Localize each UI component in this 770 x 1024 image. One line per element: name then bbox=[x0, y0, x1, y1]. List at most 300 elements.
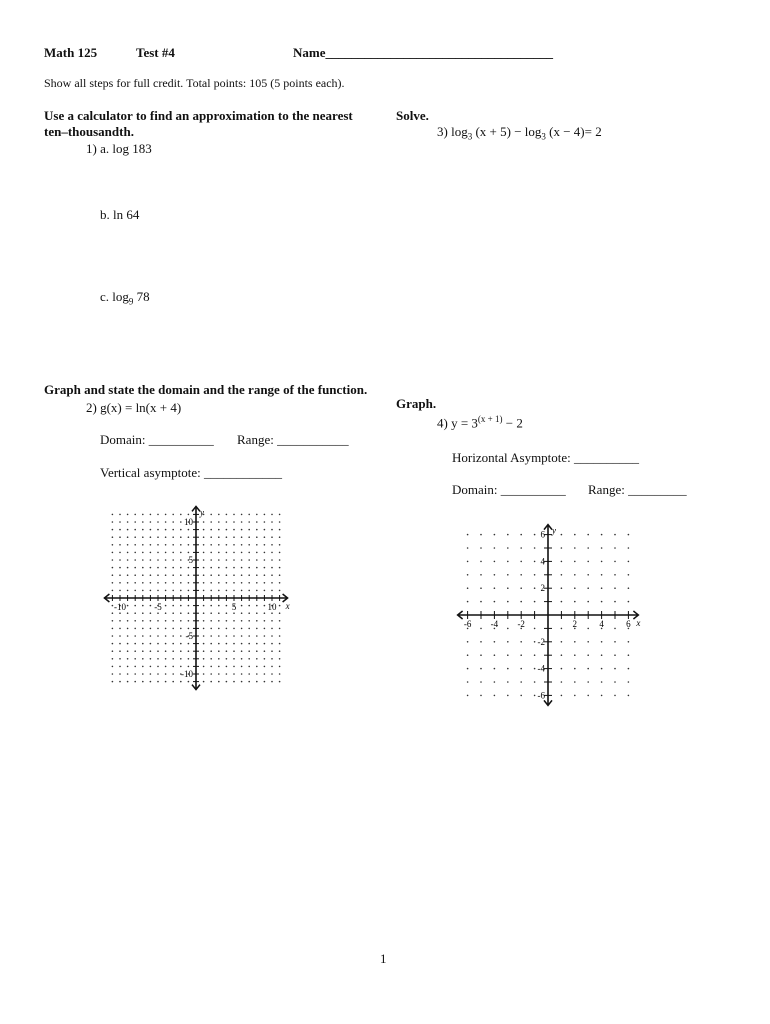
grid-dot bbox=[264, 559, 266, 561]
grid-dot bbox=[180, 590, 182, 592]
grid-dot bbox=[112, 574, 114, 576]
x-tick-label: 2 bbox=[572, 619, 578, 629]
grid-dot bbox=[614, 695, 616, 697]
grid-dot bbox=[172, 681, 174, 683]
grid-dot bbox=[248, 521, 250, 523]
grid-dot bbox=[279, 628, 281, 630]
grid-dot bbox=[256, 650, 258, 652]
grid-dot bbox=[601, 547, 603, 549]
grid-dot bbox=[188, 582, 190, 584]
grid-dot bbox=[112, 605, 114, 607]
grid-dot bbox=[142, 559, 144, 561]
grid-dot bbox=[188, 612, 190, 614]
y-axis-label: y bbox=[200, 507, 204, 518]
grid-dot bbox=[226, 514, 228, 516]
grid-dot bbox=[561, 668, 563, 670]
grid-dot bbox=[507, 695, 509, 697]
grid-dot bbox=[210, 514, 212, 516]
grid-dot bbox=[188, 643, 190, 645]
grid-dot bbox=[203, 673, 205, 675]
grid-dot bbox=[172, 536, 174, 538]
grid-dot bbox=[233, 643, 235, 645]
grid-dot bbox=[271, 590, 273, 592]
grid-dot bbox=[165, 544, 167, 546]
grid-dot bbox=[134, 605, 136, 607]
grid-dot bbox=[134, 666, 136, 668]
grid-dot bbox=[119, 590, 121, 592]
grid-dot bbox=[264, 643, 266, 645]
grid-dot bbox=[150, 521, 152, 523]
graph2-heading: Graph. bbox=[396, 396, 437, 411]
grid-dot bbox=[614, 574, 616, 576]
grid-dot bbox=[172, 673, 174, 675]
grid-dot bbox=[127, 681, 129, 683]
grid-dot bbox=[467, 534, 469, 536]
grid-dot bbox=[534, 695, 536, 697]
grid-dot bbox=[188, 567, 190, 569]
grid-dot bbox=[134, 658, 136, 660]
graph1-axes bbox=[104, 506, 287, 689]
grid-dot bbox=[601, 668, 603, 670]
grid-dot bbox=[233, 544, 235, 546]
grid-dot bbox=[279, 612, 281, 614]
grid-dot bbox=[574, 587, 576, 589]
grid-dot bbox=[203, 590, 205, 592]
grid-dot bbox=[587, 654, 589, 656]
grid-dot bbox=[203, 567, 205, 569]
grid-dot bbox=[241, 590, 243, 592]
grid-dot bbox=[279, 658, 281, 660]
grid-dot bbox=[203, 529, 205, 531]
y-tick-label: -10 bbox=[181, 669, 193, 679]
grid-dot bbox=[507, 561, 509, 563]
grid-dot bbox=[574, 641, 576, 643]
grid-dot bbox=[134, 635, 136, 637]
grid-dot bbox=[587, 695, 589, 697]
graph1-grid bbox=[96, 495, 296, 700]
grid-dot bbox=[112, 681, 114, 683]
grid-dot bbox=[119, 529, 121, 531]
grid-dot bbox=[226, 681, 228, 683]
grid-dot bbox=[188, 605, 190, 607]
grid-dot bbox=[279, 605, 281, 607]
grid-dot bbox=[203, 681, 205, 683]
grid-dot bbox=[210, 521, 212, 523]
grid-dot bbox=[256, 574, 258, 576]
grid-dot bbox=[587, 641, 589, 643]
grid-dot bbox=[587, 681, 589, 683]
section1-heading: Use a calculator to find an approximation to the nearest bbox=[44, 108, 353, 123]
grid-dot bbox=[112, 529, 114, 531]
course-title: Math 125 bbox=[44, 45, 98, 60]
grid-dot bbox=[233, 628, 235, 630]
grid-dot bbox=[165, 529, 167, 531]
grid-dot bbox=[248, 590, 250, 592]
grid-dot bbox=[142, 574, 144, 576]
grid-dot bbox=[142, 658, 144, 660]
grid-dot bbox=[119, 650, 121, 652]
grid-dot bbox=[241, 574, 243, 576]
grid-dot bbox=[172, 514, 174, 516]
grid-dot bbox=[264, 574, 266, 576]
grid-dot bbox=[165, 643, 167, 645]
q4-domain-blank[interactable]: Domain: __________ bbox=[452, 482, 566, 497]
grid-dot bbox=[150, 673, 152, 675]
q4-range-blank[interactable]: Range: _________ bbox=[588, 482, 687, 497]
grid-dot bbox=[142, 567, 144, 569]
grid-dot bbox=[203, 536, 205, 538]
grid-dot bbox=[210, 635, 212, 637]
grid-dot bbox=[587, 547, 589, 549]
grid-dot bbox=[157, 582, 159, 584]
grid-dot bbox=[112, 514, 114, 516]
grid-dot bbox=[134, 643, 136, 645]
grid-dot bbox=[256, 612, 258, 614]
grid-dot bbox=[226, 559, 228, 561]
y-tick-label: -4 bbox=[537, 663, 545, 674]
grid-dot bbox=[218, 536, 220, 538]
grid-dot bbox=[218, 544, 220, 546]
grid-dot bbox=[150, 574, 152, 576]
grid-dot bbox=[233, 658, 235, 660]
grid-dot bbox=[248, 681, 250, 683]
grid-dot bbox=[150, 567, 152, 569]
grid-dot bbox=[112, 544, 114, 546]
grid-dot bbox=[279, 643, 281, 645]
q2-domain-blank[interactable]: Domain: __________ bbox=[100, 432, 214, 447]
grid-dot bbox=[241, 666, 243, 668]
grid-dot bbox=[534, 547, 536, 549]
grid-dot bbox=[157, 544, 159, 546]
grid-dot bbox=[119, 559, 121, 561]
grid-dot bbox=[180, 658, 182, 660]
y-tick-label: 5 bbox=[188, 555, 193, 565]
grid-dot bbox=[256, 681, 258, 683]
grid-dot bbox=[494, 654, 496, 656]
grid-dot bbox=[165, 514, 167, 516]
grid-dot bbox=[226, 628, 228, 630]
grid-dot bbox=[150, 552, 152, 554]
grid-dot bbox=[127, 643, 129, 645]
grid-dot bbox=[157, 635, 159, 637]
grid-dot bbox=[119, 658, 121, 660]
grid-dot bbox=[150, 628, 152, 630]
grid-dot bbox=[601, 587, 603, 589]
grid-dot bbox=[188, 681, 190, 683]
grid-dot bbox=[150, 635, 152, 637]
grid-dot bbox=[480, 574, 482, 576]
q3-base2: 3 bbox=[541, 131, 546, 142]
grid-dot bbox=[165, 567, 167, 569]
grid-dot bbox=[534, 601, 536, 603]
grid-dot bbox=[534, 681, 536, 683]
grid-dot bbox=[248, 567, 250, 569]
grid-dot bbox=[134, 544, 136, 546]
grid-dot bbox=[127, 612, 129, 614]
grid-dot bbox=[271, 658, 273, 660]
y-tick-label: 6 bbox=[540, 529, 545, 540]
grid-dot bbox=[165, 658, 167, 660]
grid-dot bbox=[233, 521, 235, 523]
grid-dot bbox=[210, 574, 212, 576]
grid-dot bbox=[628, 641, 630, 643]
grid-dot bbox=[271, 643, 273, 645]
y-axis-label: y bbox=[552, 525, 556, 536]
grid-dot bbox=[256, 521, 258, 523]
grid-dot bbox=[614, 561, 616, 563]
grid-dot bbox=[165, 582, 167, 584]
grid-dot bbox=[534, 628, 536, 630]
grid-dot bbox=[248, 612, 250, 614]
grid-dot bbox=[112, 650, 114, 652]
grid-dot bbox=[271, 635, 273, 637]
grid-dot bbox=[134, 529, 136, 531]
grid-dot bbox=[279, 620, 281, 622]
grid-dot bbox=[142, 521, 144, 523]
grid-dot bbox=[628, 561, 630, 563]
x-tick-label: 5 bbox=[231, 602, 237, 612]
grid-dot bbox=[271, 544, 273, 546]
grid-dot bbox=[203, 544, 205, 546]
x-tick-label: 4 bbox=[599, 619, 604, 629]
grid-dot bbox=[467, 574, 469, 576]
grid-dot bbox=[534, 534, 536, 536]
grid-dot bbox=[142, 628, 144, 630]
grid-dot bbox=[507, 574, 509, 576]
grid-dot bbox=[241, 612, 243, 614]
grid-dot bbox=[119, 574, 121, 576]
grid-dot bbox=[561, 547, 563, 549]
grid-dot bbox=[127, 620, 129, 622]
solve-heading: Solve. bbox=[396, 108, 429, 123]
grid-dot bbox=[226, 536, 228, 538]
grid-dot bbox=[112, 628, 114, 630]
grid-dot bbox=[226, 529, 228, 531]
grid-dot bbox=[180, 635, 182, 637]
grid-dot bbox=[534, 668, 536, 670]
grid-dot bbox=[264, 552, 266, 554]
grid-dot bbox=[203, 612, 205, 614]
grid-dot bbox=[248, 620, 250, 622]
section1-heading-cont: ten–thousandth. bbox=[44, 124, 134, 139]
grid-dot bbox=[218, 673, 220, 675]
grid-dot bbox=[218, 666, 220, 668]
grid-dot bbox=[134, 536, 136, 538]
grid-dot bbox=[172, 567, 174, 569]
grid-dot bbox=[279, 552, 281, 554]
grid-dot bbox=[256, 559, 258, 561]
grid-dot bbox=[119, 635, 121, 637]
grid-dot bbox=[150, 658, 152, 660]
grid-dot bbox=[226, 605, 228, 607]
q3-part1: 3) log bbox=[437, 124, 468, 139]
grid-dot bbox=[218, 590, 220, 592]
grid-dot bbox=[587, 628, 589, 630]
grid-dot bbox=[165, 628, 167, 630]
grid-dot bbox=[119, 536, 121, 538]
grid-dot bbox=[203, 658, 205, 660]
grid-dot bbox=[507, 654, 509, 656]
grid-dot bbox=[248, 628, 250, 630]
name-field[interactable]: Name___________________________________ bbox=[293, 45, 553, 60]
grid-dot bbox=[561, 601, 563, 603]
grid-dot bbox=[279, 521, 281, 523]
grid-dot bbox=[157, 666, 159, 668]
grid-dot bbox=[165, 552, 167, 554]
grid-dot bbox=[279, 567, 281, 569]
grid-dot bbox=[271, 552, 273, 554]
grid-dot bbox=[256, 567, 258, 569]
grid-dot bbox=[233, 635, 235, 637]
y-tick-label: -2 bbox=[537, 636, 545, 647]
grid-dot bbox=[142, 635, 144, 637]
grid-dot bbox=[127, 650, 129, 652]
grid-dot bbox=[119, 552, 121, 554]
x-tick-label: 10 bbox=[267, 602, 277, 612]
grid-dot bbox=[165, 536, 167, 538]
grid-dot bbox=[210, 673, 212, 675]
grid-dot bbox=[210, 567, 212, 569]
grid-dot bbox=[248, 673, 250, 675]
grid-dot bbox=[271, 521, 273, 523]
grid-dot bbox=[172, 658, 174, 660]
grid-dot bbox=[561, 695, 563, 697]
grid-dot bbox=[233, 666, 235, 668]
grid-dot bbox=[233, 590, 235, 592]
grid-dot bbox=[134, 552, 136, 554]
grid-dot bbox=[480, 601, 482, 603]
grid-dot bbox=[203, 605, 205, 607]
grid-dot bbox=[614, 654, 616, 656]
grid-dot bbox=[241, 681, 243, 683]
grid-dot bbox=[601, 574, 603, 576]
y-tick-label: -5 bbox=[185, 631, 193, 641]
grid-dot bbox=[157, 529, 159, 531]
graph1-labels bbox=[114, 507, 290, 679]
grid-dot bbox=[119, 544, 121, 546]
grid-dot bbox=[165, 681, 167, 683]
grid-dot bbox=[226, 643, 228, 645]
grid-dot bbox=[119, 514, 121, 516]
grid-dot bbox=[180, 666, 182, 668]
grid-dot bbox=[256, 620, 258, 622]
grid-dot bbox=[494, 668, 496, 670]
grid-dot bbox=[112, 635, 114, 637]
grid-dot bbox=[248, 552, 250, 554]
grid-dot bbox=[264, 635, 266, 637]
grid-dot bbox=[241, 643, 243, 645]
grid-dot bbox=[188, 620, 190, 622]
q4-exponent: (x + 1) bbox=[477, 414, 503, 424]
grid-dot bbox=[467, 654, 469, 656]
grid-dot bbox=[561, 628, 563, 630]
grid-dot bbox=[134, 612, 136, 614]
grid-dot bbox=[271, 536, 273, 538]
grid-dot bbox=[614, 681, 616, 683]
q4-asymptote-blank[interactable]: Horizontal Asymptote: __________ bbox=[452, 450, 640, 465]
grid-dot bbox=[218, 521, 220, 523]
grid-dot bbox=[561, 654, 563, 656]
grid-dot bbox=[203, 574, 205, 576]
grid-dot bbox=[233, 567, 235, 569]
grid-dot bbox=[264, 612, 266, 614]
grid-dot bbox=[480, 641, 482, 643]
grid-dot bbox=[203, 643, 205, 645]
grid-dot bbox=[127, 514, 129, 516]
grid-dot bbox=[127, 635, 129, 637]
grid-dot bbox=[494, 695, 496, 697]
grid-dot bbox=[119, 612, 121, 614]
grid-dot bbox=[248, 582, 250, 584]
grid-dot bbox=[119, 521, 121, 523]
grid-dot bbox=[271, 666, 273, 668]
grid-dot bbox=[233, 536, 235, 538]
grid-dot bbox=[218, 552, 220, 554]
grid-dot bbox=[157, 567, 159, 569]
grid-dot bbox=[180, 582, 182, 584]
grid-dot bbox=[142, 650, 144, 652]
grid-dot bbox=[203, 521, 205, 523]
grid-dot bbox=[480, 628, 482, 630]
grid-dot bbox=[134, 582, 136, 584]
grid-dot bbox=[188, 529, 190, 531]
grid-dot bbox=[271, 650, 273, 652]
grid-dot bbox=[218, 650, 220, 652]
grid-dot bbox=[279, 574, 281, 576]
grid-dot bbox=[112, 536, 114, 538]
grid-dot bbox=[226, 582, 228, 584]
grid-dot bbox=[507, 628, 509, 630]
grid-dot bbox=[203, 635, 205, 637]
grid-dot bbox=[248, 666, 250, 668]
grid-dot bbox=[279, 681, 281, 683]
grid-dot bbox=[248, 536, 250, 538]
grid-dot bbox=[264, 567, 266, 569]
grid-dot bbox=[150, 544, 152, 546]
grid-dot bbox=[520, 681, 522, 683]
grid-dot bbox=[226, 574, 228, 576]
q2-asymptote-blank[interactable]: Vertical asymptote: ____________ bbox=[100, 465, 282, 480]
grid-dot bbox=[494, 601, 496, 603]
grid-dot bbox=[180, 628, 182, 630]
grid-dot bbox=[157, 620, 159, 622]
grid-dot bbox=[142, 590, 144, 592]
grid-dot bbox=[264, 536, 266, 538]
grid-dot bbox=[467, 641, 469, 643]
grid-dot bbox=[210, 650, 212, 652]
grid-dot bbox=[119, 567, 121, 569]
grid-dot bbox=[150, 666, 152, 668]
grid-dot bbox=[142, 552, 144, 554]
grid-dot bbox=[534, 574, 536, 576]
grid-dot bbox=[226, 590, 228, 592]
grid-dot bbox=[241, 658, 243, 660]
grid-dot bbox=[561, 587, 563, 589]
q3-part3: (x − 4)= 2 bbox=[545, 124, 602, 139]
grid-dot bbox=[210, 666, 212, 668]
grid-dot bbox=[574, 601, 576, 603]
grid-dot bbox=[157, 650, 159, 652]
grid-dot bbox=[157, 536, 159, 538]
q2-range-blank[interactable]: Range: ___________ bbox=[237, 432, 349, 447]
grid-dot bbox=[172, 650, 174, 652]
grid-dot bbox=[271, 514, 273, 516]
grid-dot bbox=[172, 559, 174, 561]
page-number: 1 bbox=[380, 951, 387, 966]
grid-dot bbox=[150, 650, 152, 652]
grid-dot bbox=[587, 668, 589, 670]
grid-dot bbox=[112, 643, 114, 645]
